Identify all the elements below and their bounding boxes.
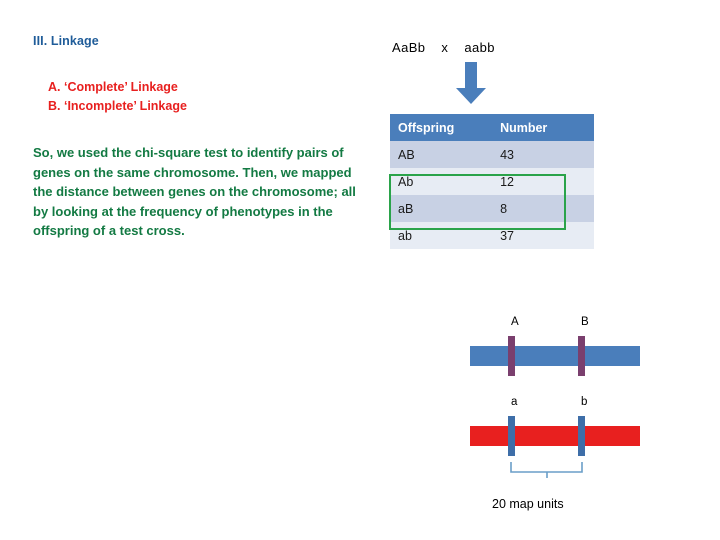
cell-number: 12 (492, 168, 594, 195)
subheading-complete-linkage: A. ‘Complete’ Linkage (48, 80, 178, 94)
distance-bracket (511, 462, 582, 478)
bottom-locus-a (508, 416, 515, 456)
column-header-number: Number (492, 114, 594, 141)
page-title: III. Linkage (33, 34, 99, 48)
top-locus-a (508, 336, 515, 376)
column-header-offspring: Offspring (390, 114, 492, 141)
top-chromosome-bar (470, 346, 640, 366)
parent2-genotype: aabb (464, 40, 495, 55)
down-arrow-icon (452, 62, 490, 104)
bottom-chromosome-bar (470, 426, 640, 446)
top-locus-b (578, 336, 585, 376)
bottom-locus-b (578, 416, 585, 456)
allele-label-b: b (581, 396, 588, 408)
allele-label-A: A (511, 316, 519, 328)
cell-number: 37 (492, 222, 594, 249)
subheading-incomplete-linkage: B. ‘Incomplete’ Linkage (48, 99, 187, 113)
table-row (390, 168, 594, 195)
map-distance-label: 20 map units (492, 497, 564, 511)
cell-offspring: ab (390, 222, 492, 249)
body-paragraph: So, we used the chi-square test to identify pairs of genes on the same chromosome. Then, we mapped the distance between genes on the chromosome; all by looking at the frequency of phenotypes in the offspring of a test cross. (33, 145, 356, 238)
allele-label-B: B (581, 316, 589, 328)
cross-notation (392, 40, 592, 55)
parent1-genotype: AaBb (392, 40, 426, 55)
cell-offspring: Ab (390, 168, 492, 195)
cell-offspring: AB (390, 141, 492, 168)
table-row (390, 195, 594, 222)
table-row (390, 222, 594, 249)
allele-label-a: a (511, 396, 518, 408)
table-header-row (390, 114, 594, 141)
cell-number: 43 (492, 141, 594, 168)
chromosome-diagram (455, 310, 655, 525)
cell-number: 8 (492, 195, 594, 222)
cross-operator: x (441, 40, 449, 55)
table-row (390, 141, 594, 168)
offspring-table (390, 114, 594, 249)
cell-offspring: aB (390, 195, 492, 222)
